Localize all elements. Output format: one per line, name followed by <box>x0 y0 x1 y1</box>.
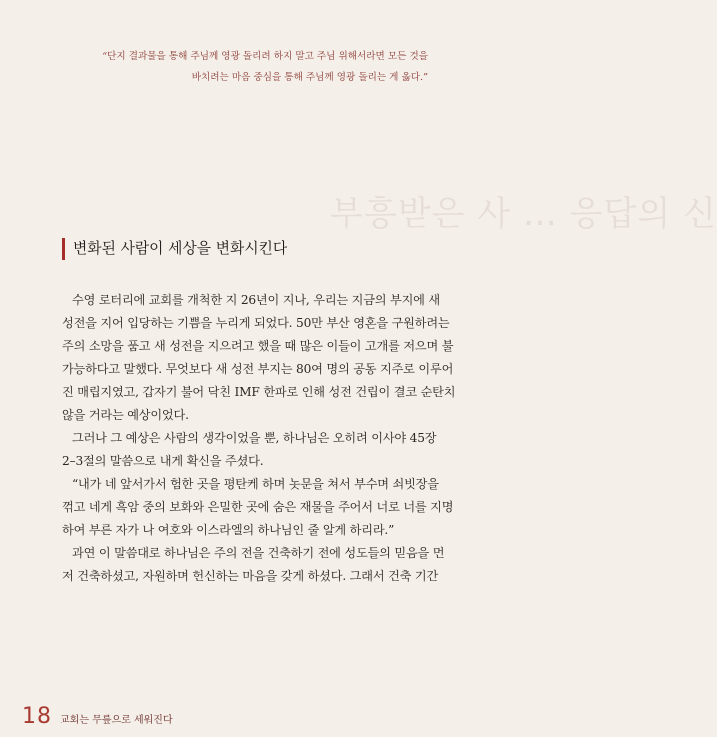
body-line: “내가 네 앞서가서 험한 곳을 평탄케 하며 놋문을 쳐서 부수며 쇠빗장을 <box>72 477 439 491</box>
body-text <box>62 289 456 588</box>
running-title: 교회는 무릎으로 세워진다 <box>60 715 173 726</box>
body-line: 그러나 그 예상은 사람의 생각이었을 뿐, 하나님은 오히려 이사야 45장 <box>72 431 437 445</box>
body-line: 저 건축하셨고, 자원하며 헌신하는 마음을 갖게 하셨다. 그래서 건축 기간 <box>62 569 439 583</box>
body-line: 가능하다고 말했다. 무엇보다 새 성전 부지는 80여 명의 공동 지주로 이루어 <box>62 362 454 376</box>
pull-quote-line-2: 바치려는 마음 중심을 통해 주님께 영광 돌리는 게 옳다.” <box>191 72 428 83</box>
pull-quote-line-1: “단지 결과물을 통해 주님께 영광 돌리려 하지 말고 주님 위해서라면 모든 것을 <box>102 51 428 62</box>
body-line: 수영 로터리에 교회를 개척한 지 26년이 지나, 우리는 지금의 부지에 새 <box>72 293 440 307</box>
body-line: 하여 부른 자가 나 여호와 이스라엘의 하나님인 줄 알게 하리라.” <box>62 523 395 537</box>
body-line: 성전을 지어 입당하는 기쁨을 누리게 되었다. 50만 부산 영혼을 구원하려는 <box>62 316 450 330</box>
page-footer <box>22 704 173 729</box>
body-line: 주의 소망을 품고 새 성전을 지으려고 했을 때 많은 이들이 고개를 저으며 불 <box>62 339 454 353</box>
body-line: 않을 거라는 예상이었다. <box>62 408 189 422</box>
body-line: 2–3절의 말씀으로 내게 확신을 주셨다. <box>62 454 264 468</box>
page-number: 18 <box>22 704 52 729</box>
section-heading: 변화된 사람이 세상을 변화시킨다 <box>62 238 287 260</box>
pull-quote <box>58 46 428 88</box>
body-line: 과연 이 말씀대로 하나님은 주의 전을 건축하기 전에 성도들의 믿음을 먼 <box>72 546 445 560</box>
body-line: 진 매립지였고, 갑자기 불어 닥친 IMF 한파로 인해 성전 건립이 결코 순탄치 <box>62 385 456 399</box>
body-line: 꺾고 네게 흑암 중의 보화와 은밀한 곳에 숨은 재물을 주어서 너로 너를 지명 <box>62 500 454 514</box>
faint-background-heading: 부흥받은 사 … 응답의 신 <box>330 194 717 234</box>
